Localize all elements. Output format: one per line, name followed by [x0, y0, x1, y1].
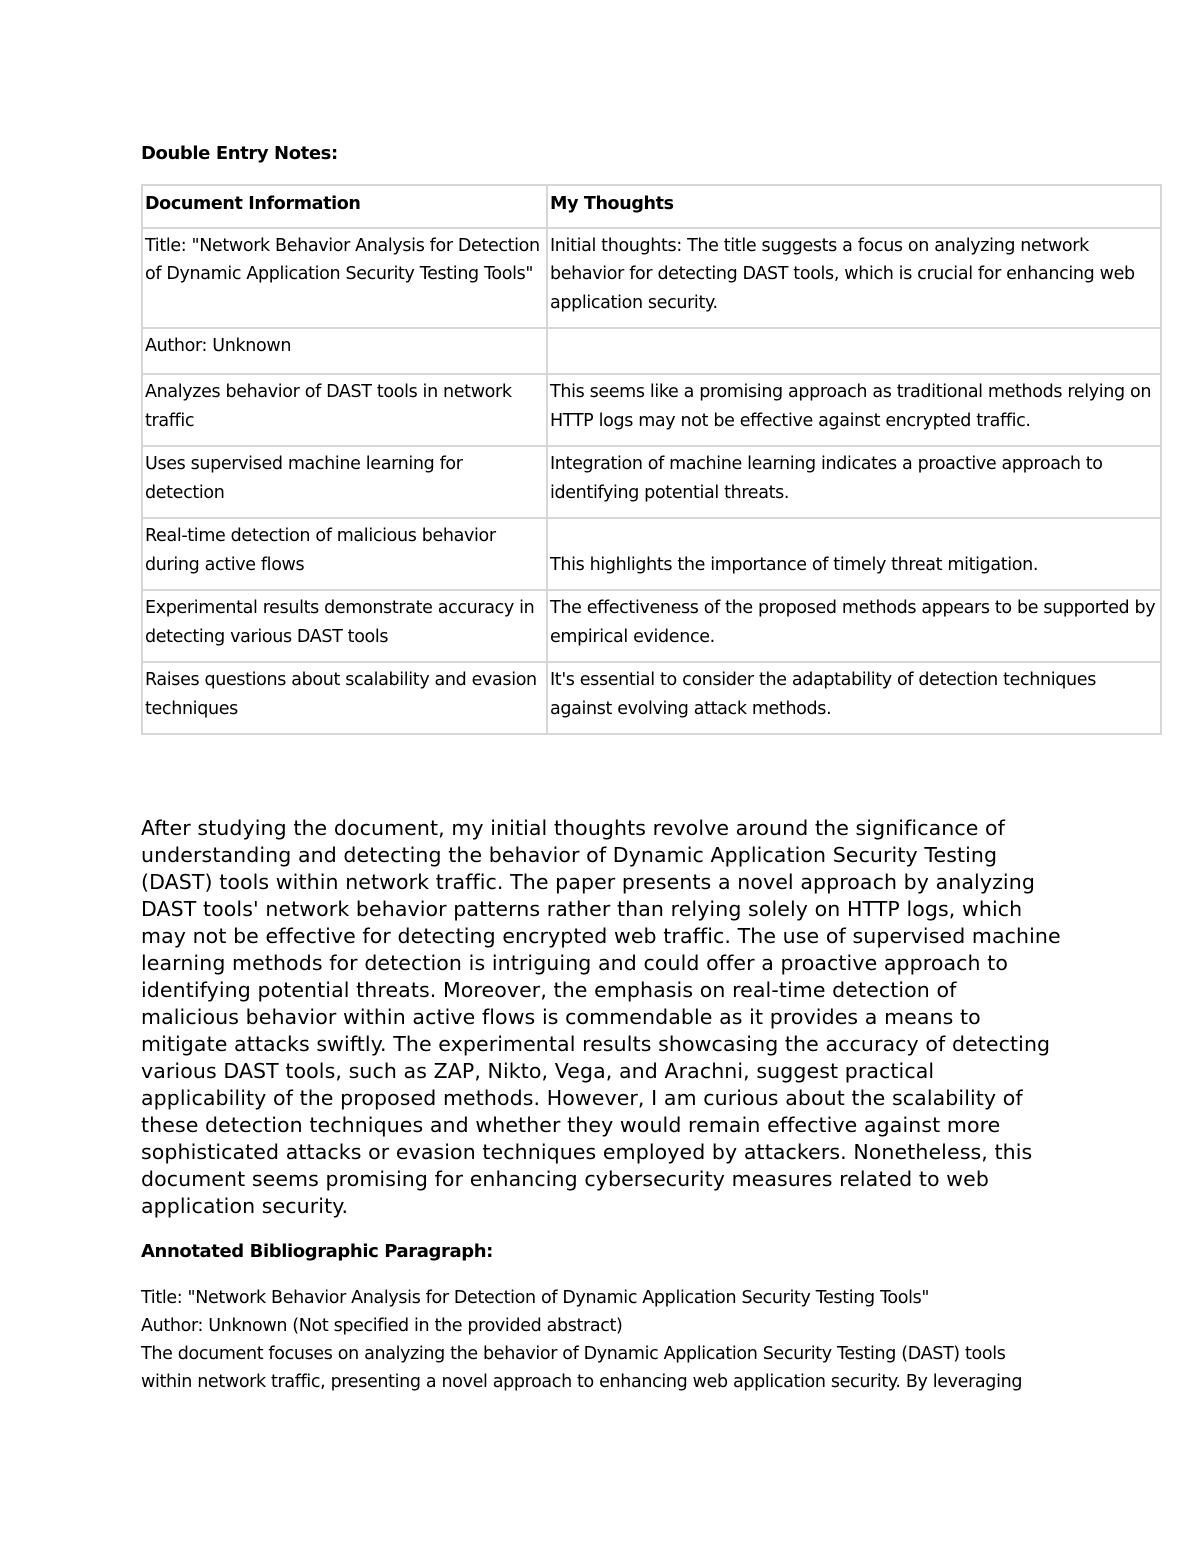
table-cell-info: Uses supervised machine learning for detection [142, 446, 547, 518]
table-cell-thought: It's essential to consider the adaptability of detection techniques against evolving attack methods. [547, 662, 1161, 734]
table-cell-info: Experimental results demonstrate accuracy in detecting various DAST tools [142, 590, 547, 662]
table-row [142, 328, 1161, 374]
table-cell-info: Title: "Network Behavior Analysis for Detection of Dynamic Application Security Testing Tools" [142, 228, 547, 329]
column-header-document-information: Document Information [142, 185, 547, 228]
table-header-row [142, 185, 1161, 228]
table-cell-thought: The effectiveness of the proposed methods appears to be supported by empirical evidence. [547, 590, 1161, 662]
annotated-bibliography [141, 1284, 1081, 1396]
section-heading-annotated-bibliographic-paragraph: Annotated Bibliographic Paragraph: [141, 1241, 493, 1262]
table-cell-thought: This seems like a promising approach as traditional methods relying on HTTP logs may not be effective against encrypted traffic. [547, 374, 1161, 446]
table-cell-info: Author: Unknown [142, 328, 547, 374]
bibliography-title-line: Title: "Network Behavior Analysis for Detection of Dynamic Application Security Testing Tools" [141, 1288, 930, 1308]
table-cell-thought: Integration of machine learning indicates a proactive approach to identifying potential threats. [547, 446, 1161, 518]
column-header-my-thoughts: My Thoughts [547, 185, 1161, 228]
section-heading-double-entry-notes: Double Entry Notes: [141, 143, 338, 164]
table-row [142, 662, 1161, 734]
table-cell-info: Real-time detection of malicious behavior during active flows [142, 518, 547, 590]
table-cell-info: Raises questions about scalability and evasion techniques [142, 662, 547, 734]
table-row [142, 228, 1161, 329]
table-cell-thought [547, 328, 1161, 374]
table-cell-info: Analyzes behavior of DAST tools in network traffic [142, 374, 547, 446]
reflection-paragraph: After studying the document, my initial thoughts revolve around the significance of understanding and detecting the behavior of Dynamic Application Security Testing (DAST) tools within network traffic. The paper presents a novel approach by analyzing DAST tools' network behavior patterns rather than relying solely on HTTP logs, which may not be effective for detecting encrypted web traffic. The use of supervised machine learning methods for detection is intriguing and could offer a proactive approach to identifying potential threats. Moreover, the emphasis on real-time detection of malicious behavior within active flows is commendable as it provides a means to mitigate attacks swiftly. The experimental results showcasing the accuracy of detecting various DAST tools, such as ZAP, Nikto, Vega, and Arachni, suggest practical applicability of the proposed methods. However, I am curious about the scalability of these detection techniques and whether they would remain effective against more sophisticated attacks or evasion techniques employed by attackers. Nonetheless, this document seems promising for enhancing cybersecurity measures related to web application security. [141, 816, 1061, 1218]
table-row [142, 590, 1161, 662]
table-cell-thought: Initial thoughts: The title suggests a focus on analyzing network behavior for detecting DAST tools, which is crucial for enhancing web application security. [547, 228, 1161, 329]
bibliography-body-line: within network traffic, presenting a novel approach to enhancing web application security. By leveraging [141, 1372, 1023, 1392]
bibliography-body-line: The document focuses on analyzing the behavior of Dynamic Application Security Testing (DAST) tools [141, 1344, 1006, 1364]
table-cell-thought: This highlights the importance of timely threat mitigation. [547, 518, 1161, 590]
bibliography-author-line: Author: Unknown (Not specified in the provided abstract) [141, 1316, 623, 1336]
table-row [142, 446, 1161, 518]
double-entry-notes-table [141, 184, 1162, 735]
table-row [142, 374, 1161, 446]
table-row [142, 518, 1161, 590]
